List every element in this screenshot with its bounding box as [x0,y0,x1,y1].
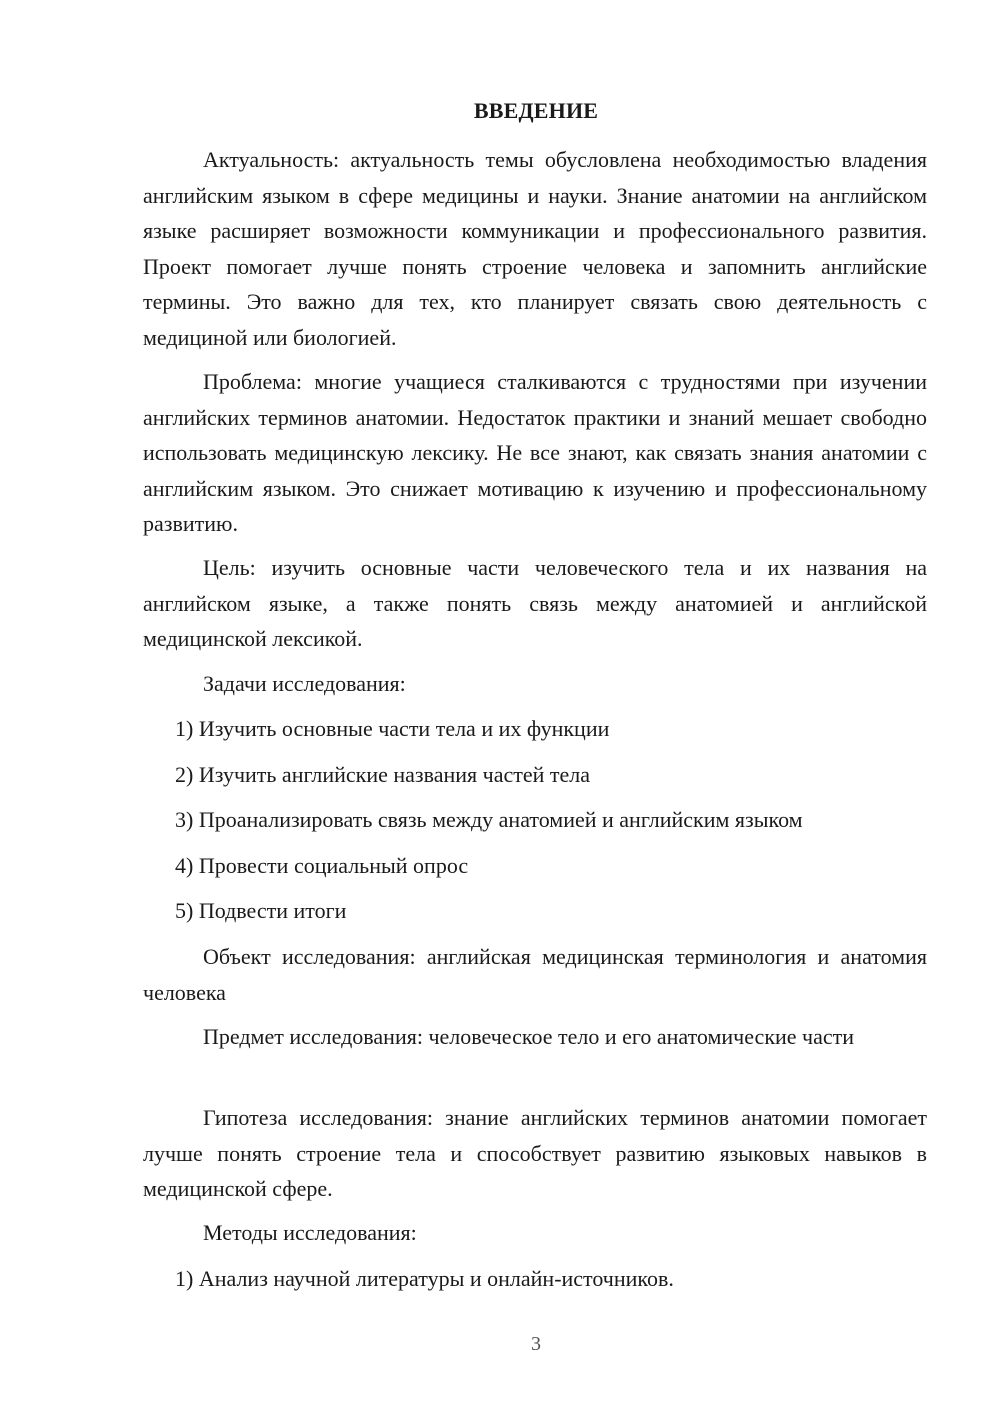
problem-paragraph: Проблема: многие учащиеся сталкиваются с трудностями при изучении английских терминов анатомии. Недостаток практики и знаний мешает свободно использовать медицинскую лексику. Не все знают, как связать знания анатомии с английским языком. Это снижает мотивацию к изучению и профессиональному развитию. [143,369,927,536]
task-item-2: 2) Изучить английские названия частей тела [175,762,591,787]
task-item-1: 1) Изучить основные части тела и их функции [175,716,610,741]
page-number: 3 [531,1333,541,1355]
hypothesis-paragraph: Гипотеза исследования: знание английских терминов анатомии помогает лучше понять строение тела и способствует развитию языковых навыков в медицинской сфере. [143,1105,927,1201]
section-heading: ВВЕДЕНИЕ [473,98,599,123]
relevance-paragraph: Актуальность: актуальность темы обусловлена необходимостью владения английским языком в сфере медицины и науки. Знание анатомии на английском языке расширяет возможности коммуникации и профессионального развития. Проект помогает лучше понять строение человека и запомнить английские термины. Это важно для тех, кто планирует связать свою деятельность с медициной или биологией. [143,147,927,350]
task-item-5: 5) Подвести итоги [175,898,347,923]
method-item-1: 1) Анализ научной литературы и онлайн-источников. [175,1266,674,1291]
goal-paragraph: Цель: изучить основные части человеческого тела и их названия на английском языке, а также понять связь между анатомией и английской медицинской лексикой. [143,555,927,651]
methods-title: Методы исследования: [203,1220,417,1245]
tasks-title: Задачи исследования: [203,671,406,696]
object-paragraph: Объект исследования: английская медицинская терминология и анатомия человека [143,944,927,1005]
task-item-4: 4) Провести социальный опрос [175,853,469,878]
task-item-3: 3) Проанализировать связь между анатомией и английским языком [175,807,803,832]
subject-paragraph: Предмет исследования: человеческое тело и его анатомические части [203,1024,855,1049]
